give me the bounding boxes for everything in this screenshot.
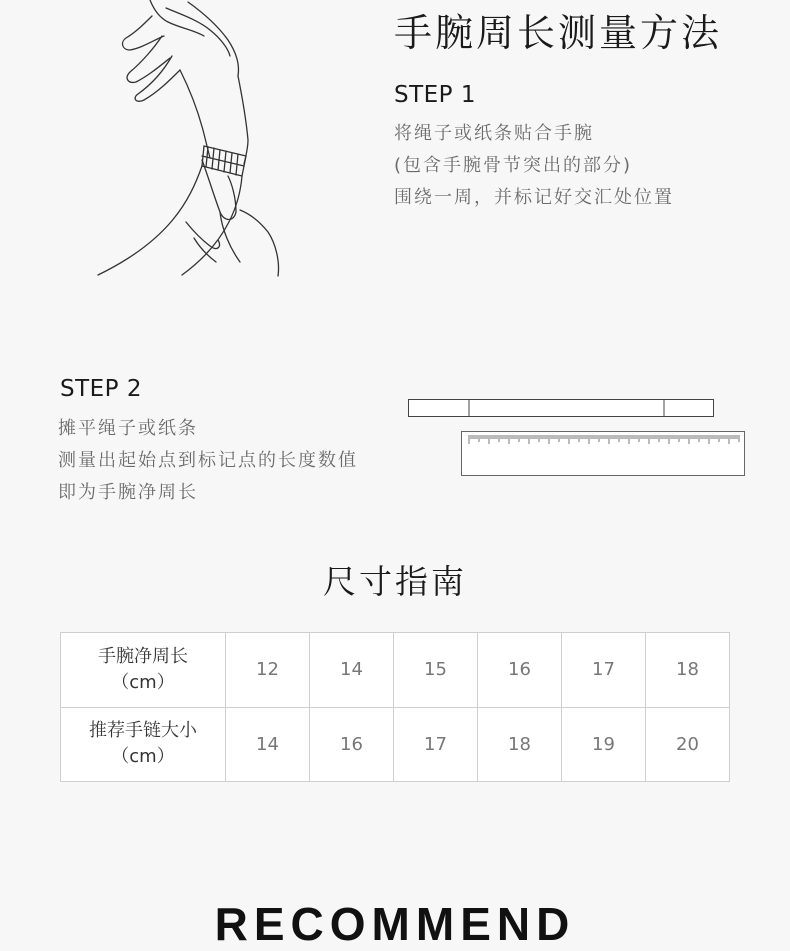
hand-measuring-wrist-icon xyxy=(90,0,290,285)
table-cell: 18 xyxy=(478,707,562,782)
table-row xyxy=(61,707,730,782)
step2-instructions xyxy=(58,413,358,509)
step2-label: STEP 2 xyxy=(60,376,142,402)
row-header xyxy=(61,633,226,708)
table-row xyxy=(61,633,730,708)
step1-label: STEP 1 xyxy=(394,82,476,108)
step2-line: 测量出起始点到标记点的长度数值 xyxy=(58,450,358,471)
table-cell: 17 xyxy=(562,633,646,708)
table-cell: 12 xyxy=(226,633,310,708)
table-cell: 16 xyxy=(478,633,562,708)
row-header-line: 推荐手链大小 xyxy=(89,720,197,742)
page-title: 手腕周长测量方法 xyxy=(394,11,723,55)
paper-strip-icon xyxy=(408,399,714,417)
step2-line: 摊平绳子或纸条 xyxy=(58,418,198,439)
table-cell: 18 xyxy=(646,633,730,708)
step2-line: 即为手腕净周长 xyxy=(58,482,198,503)
row-header xyxy=(61,707,226,782)
table-cell: 16 xyxy=(310,707,394,782)
step1-line: 围绕一周，并标记好交汇处位置 xyxy=(394,187,674,208)
row-header-unit: （cm） xyxy=(111,671,175,693)
table-cell: 20 xyxy=(646,707,730,782)
recommend-heading: RECOMMEND xyxy=(214,898,576,950)
table-cell: 17 xyxy=(394,707,478,782)
step1-line: 将绳子或纸条贴合手腕 xyxy=(394,123,594,144)
row-header-line: 手腕净周长 xyxy=(98,645,188,667)
step1-instructions xyxy=(394,118,674,214)
size-guide-title: 尺寸指南 xyxy=(323,562,467,601)
size-guide-table xyxy=(60,632,730,782)
step1-line: (包含手腕骨节突出的部分) xyxy=(394,155,633,176)
table-cell: 14 xyxy=(310,633,394,708)
ruler-icon xyxy=(461,431,745,476)
table-cell: 14 xyxy=(226,707,310,782)
table-cell: 19 xyxy=(562,707,646,782)
row-header-unit: （cm） xyxy=(111,746,175,768)
table-cell: 15 xyxy=(394,633,478,708)
